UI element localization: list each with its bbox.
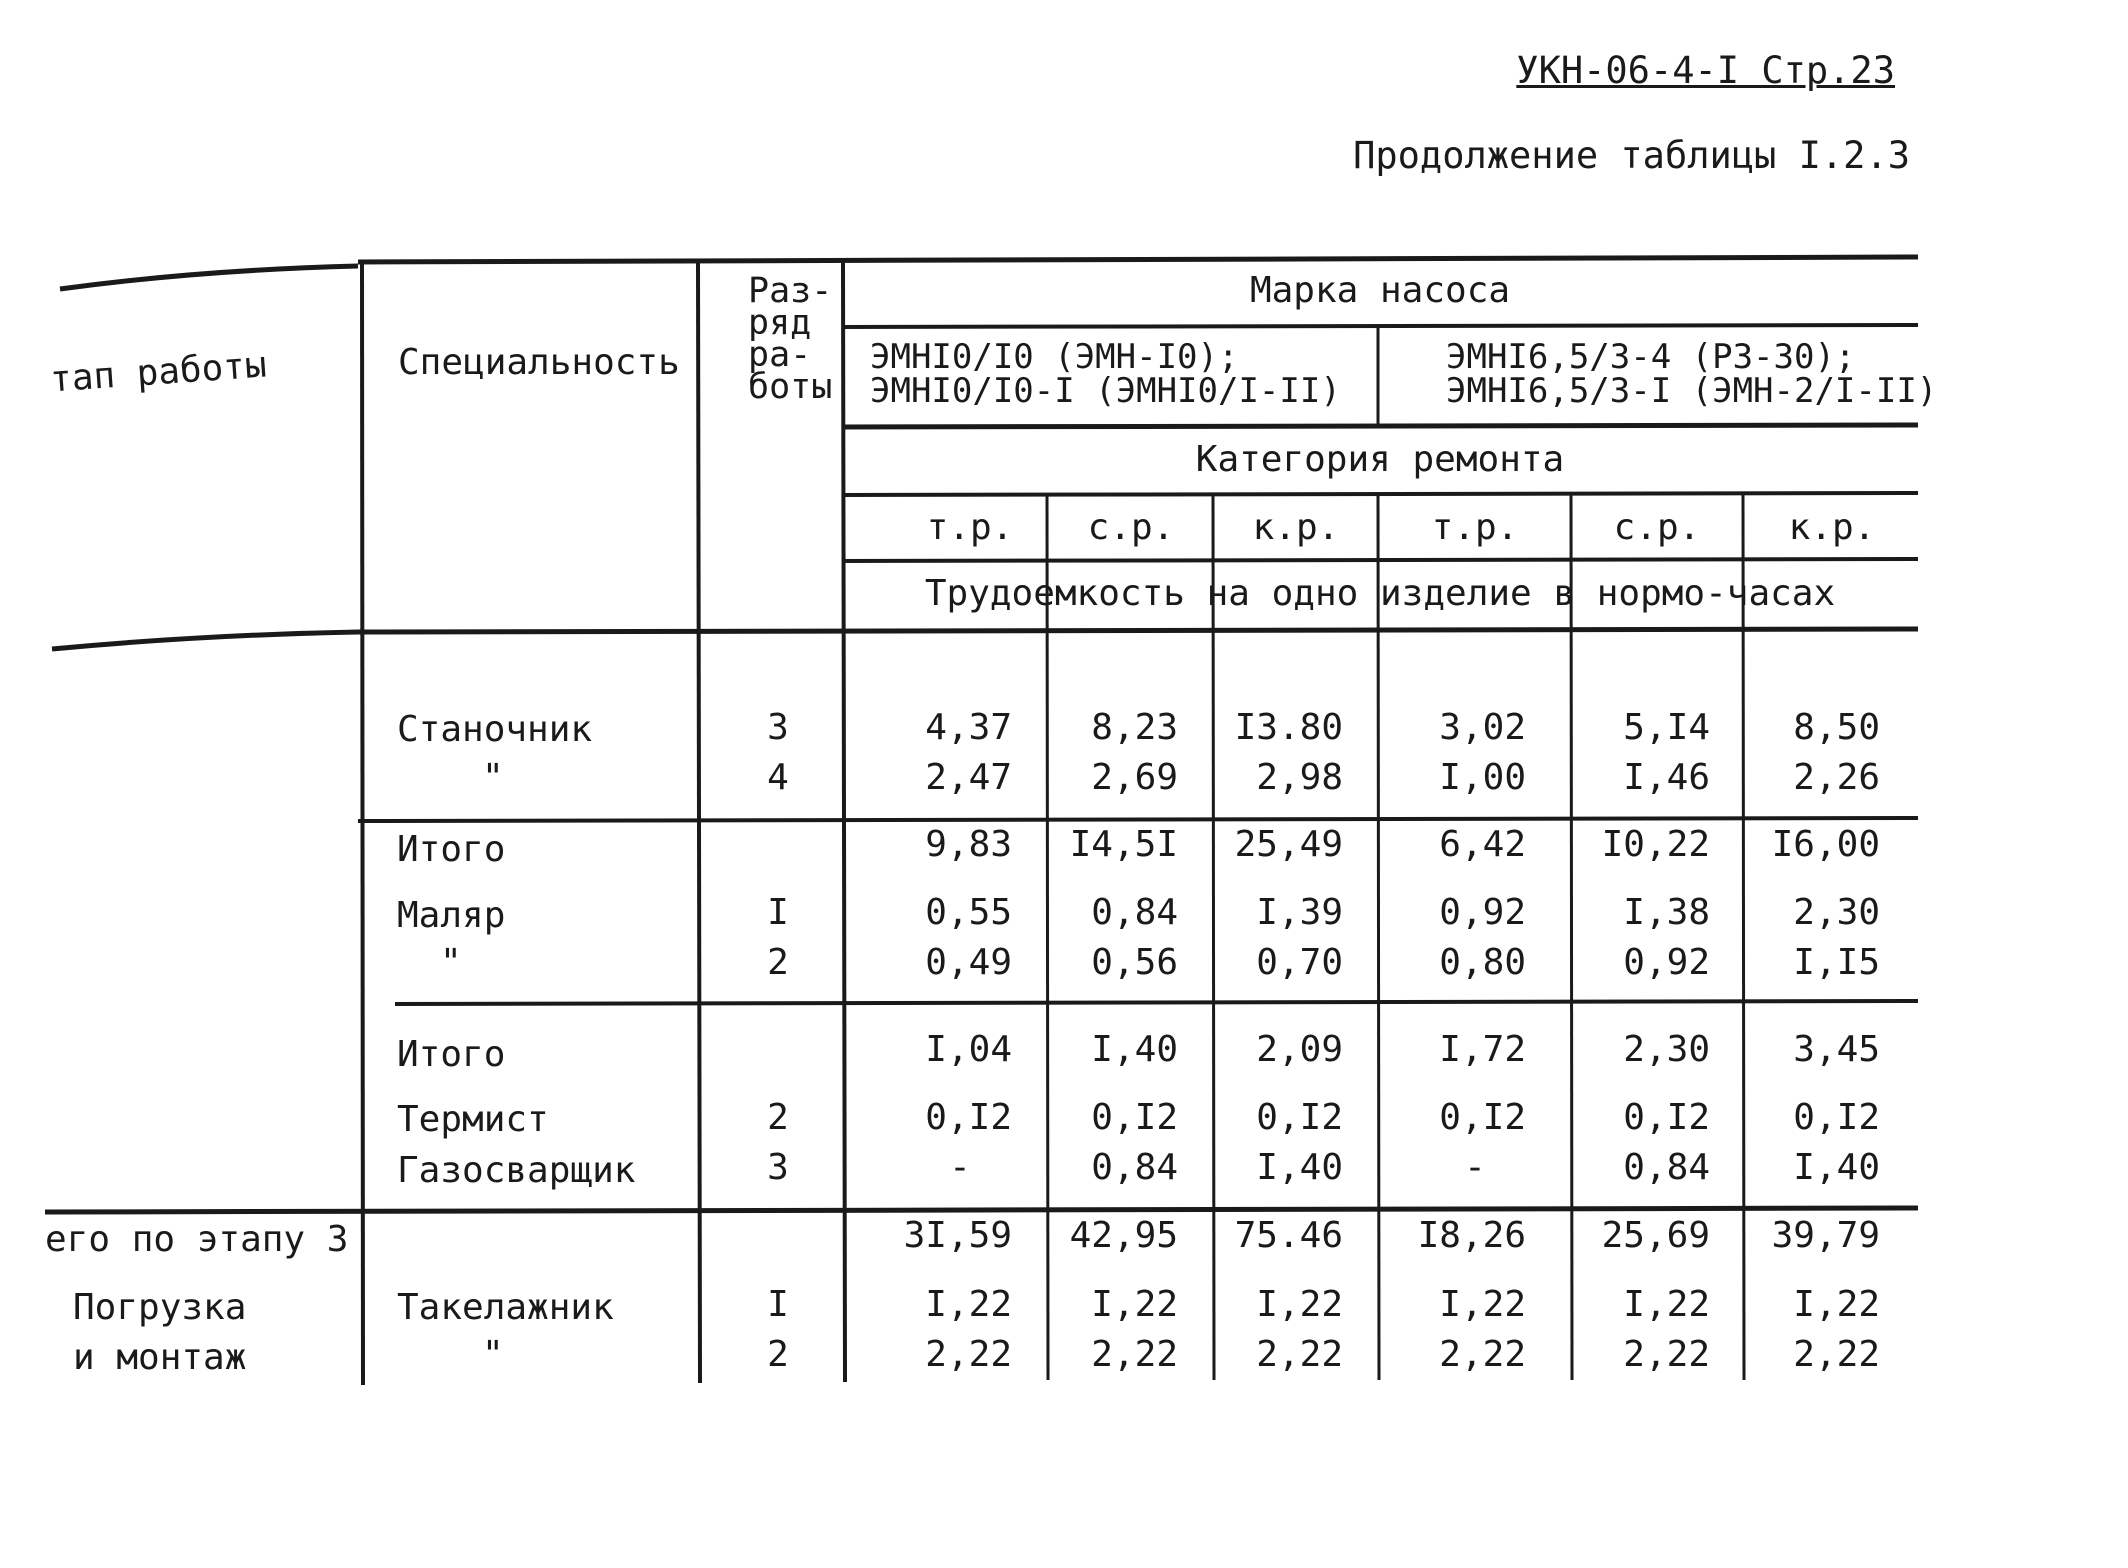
value-cell: I,38 (1623, 892, 1710, 933)
specialty-cell: Станочник (397, 709, 593, 750)
repair-category-header: Категория ремонта (1195, 439, 1565, 480)
stage-column-header: тап работы (48, 344, 268, 401)
value-cell: 0,84 (1091, 1147, 1178, 1188)
grade-header-line: Раз- (748, 271, 833, 311)
value-cell: 2,09 (1256, 1029, 1343, 1070)
value-cell: I0,22 (1601, 824, 1710, 865)
value-cell: I,46 (1623, 757, 1710, 798)
value-cell: 0,84 (1091, 892, 1178, 933)
value-cell: 2,22 (1091, 1334, 1178, 1375)
specialty-cell: Газосварщик (397, 1150, 636, 1191)
value-cell: 0,I2 (1623, 1097, 1710, 1138)
value-cell: I,40 (1793, 1147, 1880, 1188)
value-cell: 0,84 (1623, 1147, 1710, 1188)
grade-header-line: ряд (748, 303, 812, 343)
grade-cell: 2 (767, 942, 789, 983)
value-cell: I,39 (1256, 892, 1343, 933)
value-cell: 0,I2 (925, 1097, 1012, 1138)
pump1-header (870, 337, 1341, 411)
value-cell: 2,22 (1439, 1334, 1526, 1375)
value-cell: 25,49 (1234, 824, 1343, 865)
stage-cell: Погрузка (73, 1287, 247, 1328)
value-cell: I,72 (1439, 1029, 1526, 1070)
value-cell: 0,I2 (1091, 1097, 1178, 1138)
category-header: т.р. (1431, 507, 1519, 548)
category-header: к.р. (1788, 507, 1876, 548)
pump-mark-header: Марка насоса (1249, 270, 1511, 311)
value-cell: I8,26 (1417, 1215, 1526, 1256)
pump2-header-line: ЭМНI6,5/3-4 (РЗ-30); (1446, 337, 1856, 377)
pump1-header-line: ЭМНI0/I0-I (ЭМНI0/I-II) (870, 371, 1341, 411)
subtotal-label: Итого (397, 829, 506, 870)
value-cell: I,40 (1091, 1029, 1178, 1070)
value-cell: 3,02 (1439, 707, 1526, 748)
value-cell: I,22 (1091, 1284, 1178, 1325)
table-continuation-caption: Продолжение таблицы I.2.3 (1353, 134, 1910, 177)
value-cell: - (949, 1147, 971, 1188)
value-cell: 3I,59 (903, 1215, 1012, 1256)
value-cell: 2,47 (925, 757, 1012, 798)
grade-cell: I (767, 892, 789, 933)
value-cell: 0,92 (1439, 892, 1526, 933)
ditto-mark: " (440, 942, 462, 983)
value-cell: I,I5 (1793, 942, 1880, 983)
value-cell: 2,22 (925, 1334, 1012, 1375)
value-cell: I4,5I (1069, 824, 1178, 865)
value-cell: I6,00 (1771, 824, 1880, 865)
page-reference: УКН-06-4-I Стр.23 (1516, 49, 1895, 92)
value-cell: 5,I4 (1623, 707, 1710, 748)
value-cell: 0,56 (1091, 942, 1178, 983)
value-cell: - (1464, 1147, 1486, 1188)
value-cell: I,22 (1256, 1284, 1343, 1325)
grade-header-line: боты (748, 367, 833, 407)
grade-header-line: ра- (748, 335, 812, 375)
value-cell: 6,42 (1439, 824, 1526, 865)
value-cell: 3,45 (1793, 1029, 1880, 1070)
specialty-cell: Маляр (397, 895, 506, 936)
value-cell: I,00 (1439, 757, 1526, 798)
category-header: к.р. (1252, 507, 1340, 548)
value-cell: 8,23 (1091, 707, 1178, 748)
value-cell: 75.46 (1234, 1215, 1343, 1256)
pump1-header-line: ЭМНI0/I0 (ЭМН-I0); (870, 337, 1239, 377)
subtotal-label: Итого (397, 1034, 506, 1075)
specialty-cell: Термист (397, 1099, 549, 1140)
value-cell: I3.80 (1234, 707, 1343, 748)
value-cell: 42,95 (1069, 1215, 1178, 1256)
grade-cell: 2 (767, 1334, 789, 1375)
value-cell: I,04 (925, 1029, 1012, 1070)
value-cell: 2,22 (1256, 1334, 1343, 1375)
pump2-header (1446, 337, 1938, 411)
grade-cell: 4 (767, 757, 789, 798)
value-cell: 0,I2 (1256, 1097, 1343, 1138)
value-cell: 0,55 (925, 892, 1012, 933)
value-cell: 2,22 (1793, 1334, 1880, 1375)
value-cell: 2,22 (1623, 1334, 1710, 1375)
grade-cell: 3 (767, 1147, 789, 1188)
value-cell: 9,83 (925, 824, 1012, 865)
value-cell: 0,80 (1439, 942, 1526, 983)
value-cell: I,40 (1256, 1147, 1343, 1188)
grade-column-header (748, 271, 833, 407)
stage-total-label: его по этапу 3 (45, 1219, 349, 1260)
stage-cell: и монтаж (73, 1337, 247, 1378)
value-cell: 2,30 (1623, 1029, 1710, 1070)
value-cell: 0,49 (925, 942, 1012, 983)
value-cell: 0,70 (1256, 942, 1343, 983)
value-cell: I,22 (1793, 1284, 1880, 1325)
category-header: с.р. (1087, 507, 1175, 548)
labor-units-header: Трудоемкость на одно изделие в нормо-часах (924, 573, 1836, 614)
category-header: т.р. (926, 507, 1014, 548)
grade-cell: 2 (767, 1097, 789, 1138)
value-cell: 2,69 (1091, 757, 1178, 798)
value-cell: 39,79 (1771, 1215, 1880, 1256)
ditto-mark: " (482, 1334, 504, 1375)
ditto-mark: " (482, 757, 504, 798)
value-cell: 4,37 (925, 707, 1012, 748)
value-cell: 2,30 (1793, 892, 1880, 933)
value-cell: 8,50 (1793, 707, 1880, 748)
value-cell: 25,69 (1601, 1215, 1710, 1256)
value-cell: I,22 (1439, 1284, 1526, 1325)
value-cell: I,22 (925, 1284, 1012, 1325)
value-cell: 2,98 (1256, 757, 1343, 798)
value-cell: 2,26 (1793, 757, 1880, 798)
category-header: с.р. (1613, 507, 1701, 548)
value-cell: 0,I2 (1439, 1097, 1526, 1138)
value-cell: 0,92 (1623, 942, 1710, 983)
grade-cell: I (767, 1284, 789, 1325)
grade-cell: 3 (767, 707, 789, 748)
specialty-column-header: Специальность (398, 342, 680, 383)
pump2-header-line: ЭМНI6,5/3-I (ЭМН-2/I-II) (1446, 371, 1938, 411)
specialty-cell: Такелажник (397, 1287, 614, 1328)
value-cell: I,22 (1623, 1284, 1710, 1325)
value-cell: 0,I2 (1793, 1097, 1880, 1138)
